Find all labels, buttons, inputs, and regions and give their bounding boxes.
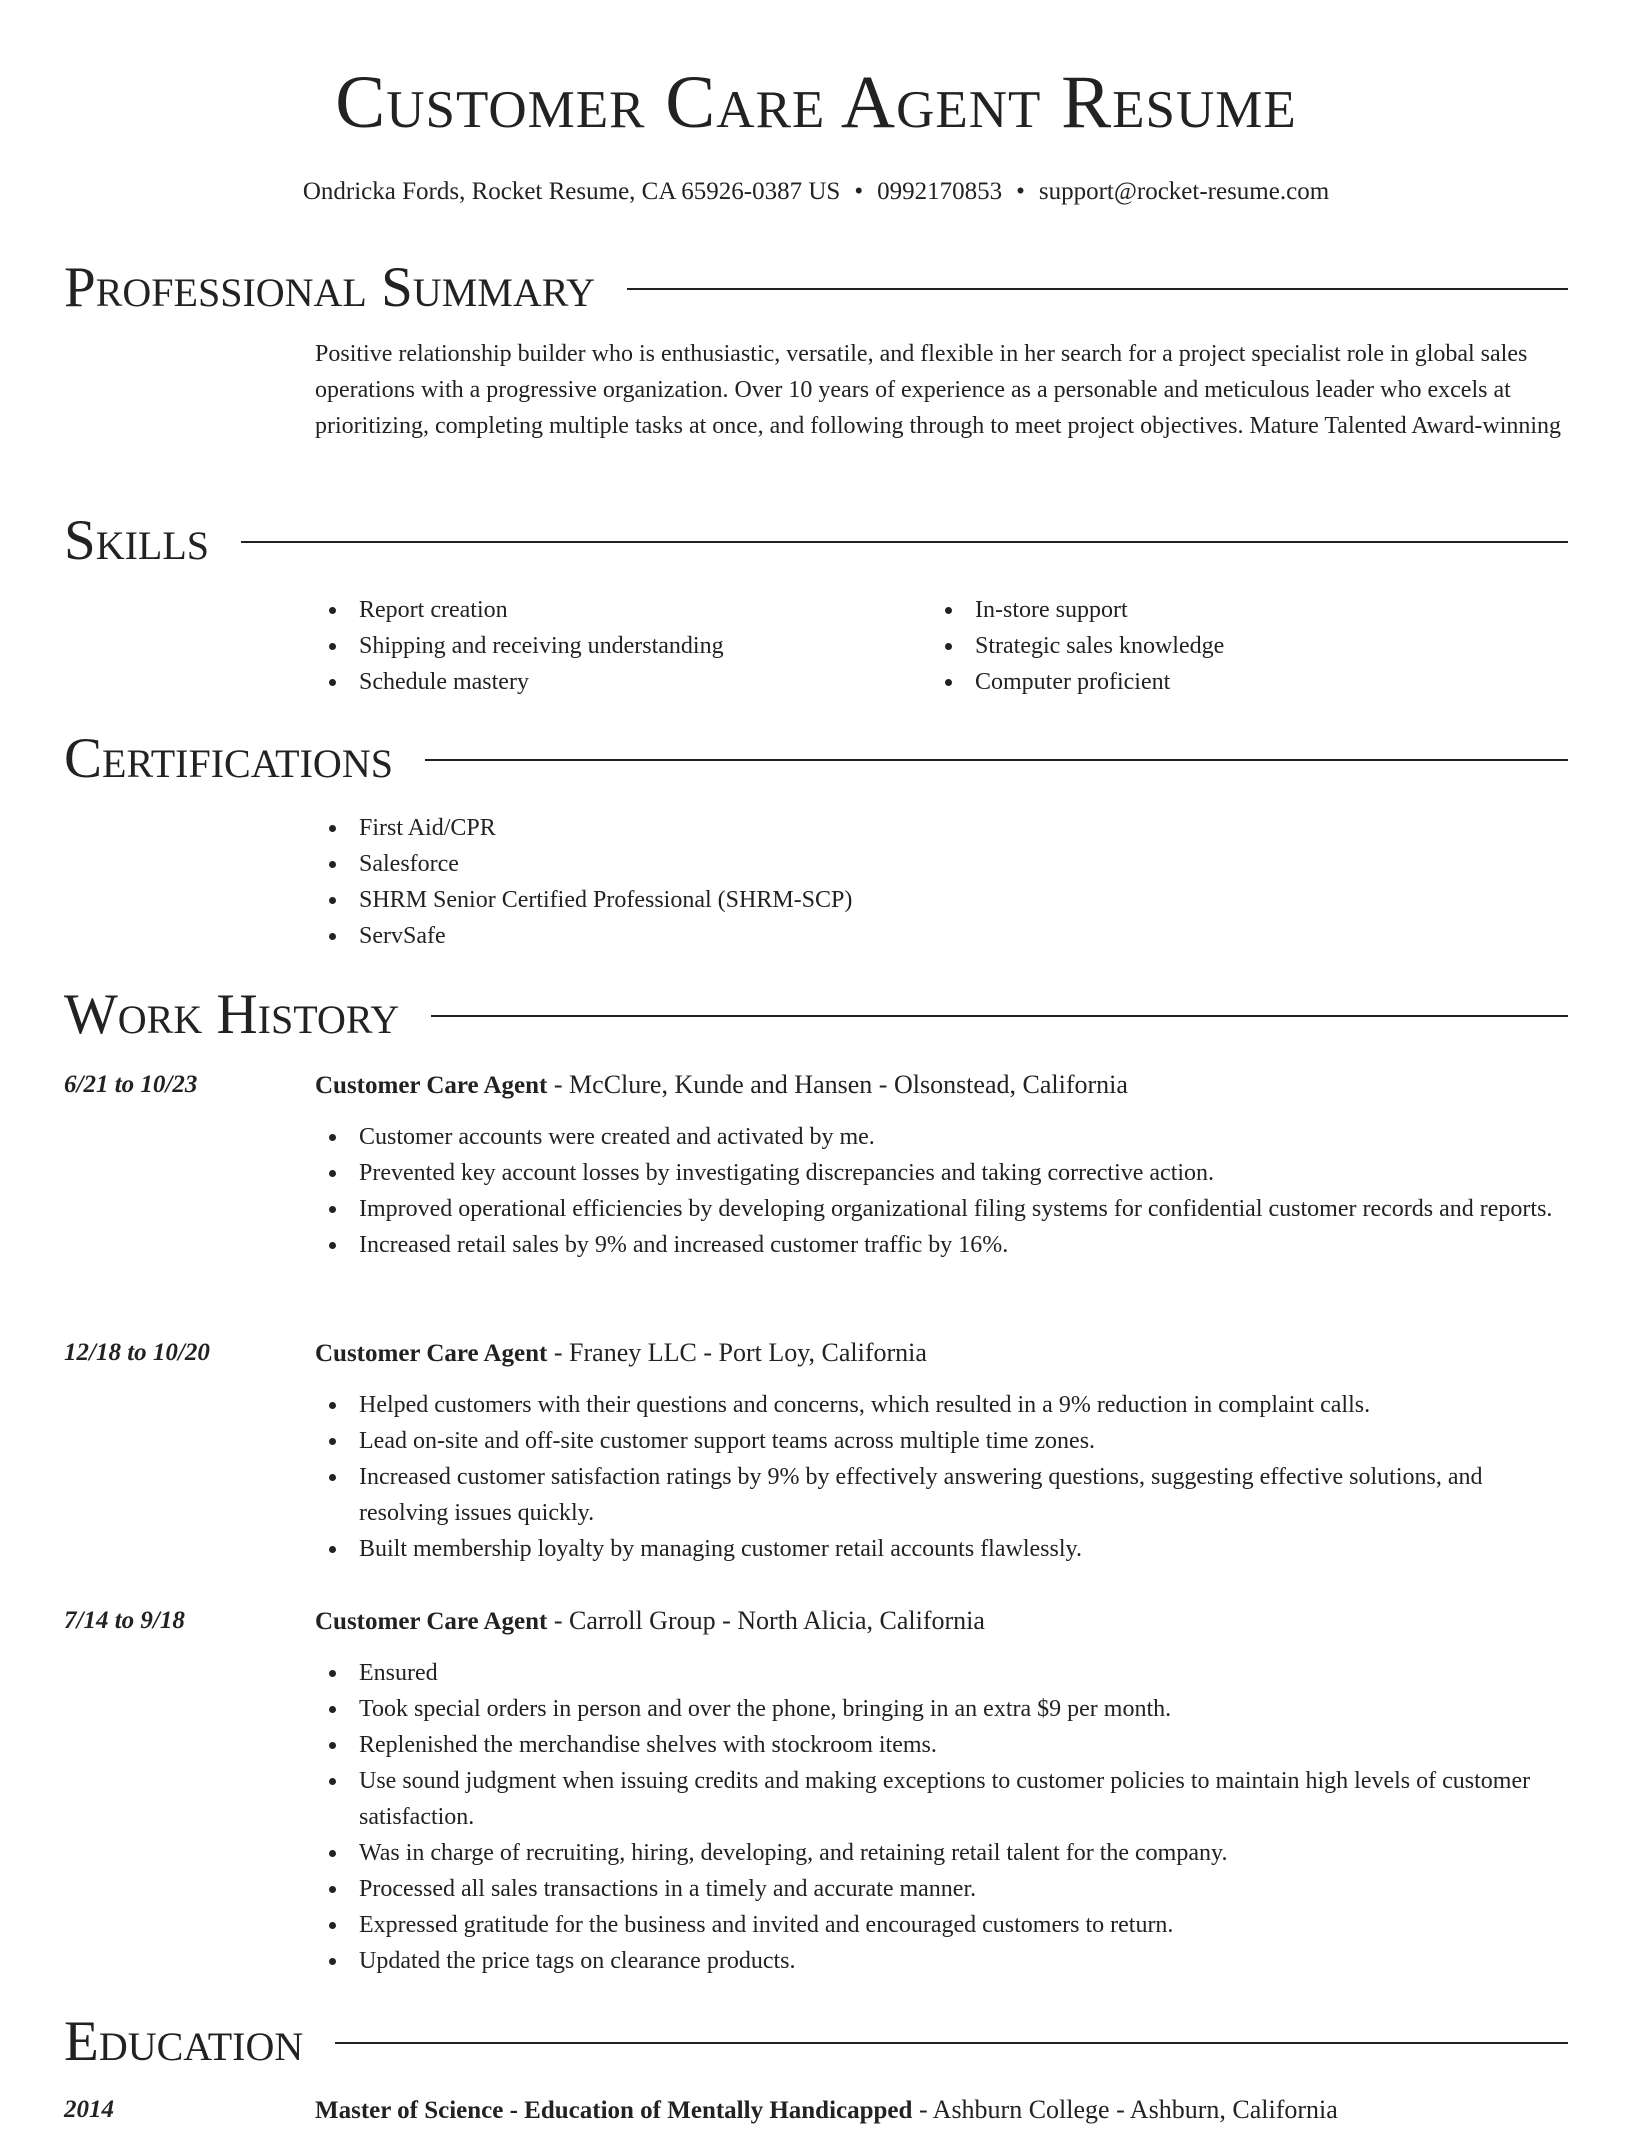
- job-role: Customer Care Agent: [315, 1072, 548, 1099]
- section-divider: [627, 288, 1568, 290]
- skill-item: Schedule mastery: [315, 664, 915, 700]
- contact-address: Ondricka Fords, Rocket Resume, CA 65926-0387 US: [302, 178, 841, 205]
- contact-separator: •: [1016, 178, 1025, 205]
- education-school: - Ashburn College - Ashburn, California: [912, 2095, 1338, 2124]
- section-title-summary: Professional Summary: [64, 256, 596, 319]
- job-duty: Took special orders in person and over the phone, bringing in an extra $9 per month.: [315, 1691, 1565, 1727]
- job-duty: Built membership loyalty by managing customer retail accounts flawlessly.: [315, 1531, 1565, 1567]
- job-heading: [315, 1603, 1565, 1640]
- job-duties-list: [315, 1119, 1565, 1263]
- job-employer: - McClure, Kunde and Hansen - Olsonstead, California: [547, 1070, 1128, 1099]
- job-duty: Prevented key account losses by investigating discrepancies and taking corrective action.: [315, 1155, 1565, 1191]
- job-duty: Increased retail sales by 9% and increased customer traffic by 16%.: [315, 1227, 1565, 1263]
- skill-item: Shipping and receiving understanding: [315, 628, 915, 664]
- skill-item: In-store support: [931, 592, 1531, 628]
- education-year: 2014: [64, 2096, 114, 2123]
- section-divider: [335, 2042, 1568, 2044]
- education-degree: Master of Science - Education of Mentally Handicapped: [315, 2097, 913, 2124]
- job-dates: 6/21 to 10/23: [64, 1071, 198, 1098]
- section-title-skills: Skills: [64, 509, 210, 572]
- certification-item: First Aid/CPR: [315, 810, 1565, 846]
- job-dates: 12/18 to 10/20: [64, 1339, 210, 1366]
- section-header-skills: [64, 509, 1568, 573]
- job-duty: Customer accounts were created and activated by me.: [315, 1119, 1565, 1155]
- section-title-certifications: Certifications: [64, 727, 393, 790]
- job-employer: - Carroll Group - North Alicia, California: [547, 1606, 985, 1635]
- certifications-list: [315, 810, 1565, 954]
- contact-line: [0, 174, 1632, 210]
- job-duty: Lead on-site and off-site customer support teams across multiple time zones.: [315, 1423, 1565, 1459]
- section-header-certifications: [64, 727, 1568, 791]
- skills-list-left: [315, 592, 915, 700]
- contact-separator: •: [854, 178, 864, 205]
- job-duty: Use sound judgment when issuing credits and making exceptions to customer policies to maintain high levels of customer satisfaction.: [315, 1763, 1565, 1835]
- job-role: Customer Care Agent: [315, 1340, 548, 1367]
- job-role: Customer Care Agent: [315, 1608, 548, 1635]
- job-duty: Increased customer satisfaction ratings by 9% by effectively answering questions, suggesting effective solutions, and resolving issues quickly.: [315, 1459, 1565, 1531]
- job-duty: Helped customers with their questions and concerns, which resulted in a 9% reduction in complaint calls.: [315, 1387, 1565, 1423]
- job-heading: [315, 1335, 1565, 1372]
- contact-phone: 0992170853: [877, 178, 1003, 205]
- skills-list-right: [931, 592, 1531, 700]
- certification-item: ServSafe: [315, 918, 1565, 954]
- skill-item: Computer proficient: [931, 664, 1531, 700]
- job-heading: [315, 1067, 1565, 1104]
- job-duty: Was in charge of recruiting, hiring, developing, and retaining retail talent for the company.: [315, 1835, 1565, 1871]
- skill-item: Report creation: [315, 592, 915, 628]
- job-duties-list: [315, 1655, 1565, 1979]
- contact-email: support@rocket-resume.com: [1038, 178, 1330, 205]
- job-employer: - Franey LLC - Port Loy, California: [547, 1338, 927, 1367]
- job-duty: Expressed gratitude for the business and invited and encouraged customers to return.: [315, 1907, 1565, 1943]
- resume-title: Customer Care Agent Resume: [335, 61, 1297, 144]
- job-dates: 7/14 to 9/18: [64, 1607, 185, 1634]
- section-divider: [431, 1015, 1568, 1017]
- section-header-education: [64, 2010, 1568, 2074]
- section-header-work-history: [64, 983, 1568, 1047]
- section-header-summary: [64, 256, 1568, 320]
- job-duty: Updated the price tags on clearance products.: [315, 1943, 1565, 1979]
- job-duty: Replenished the merchandise shelves with stockroom items.: [315, 1727, 1565, 1763]
- job-duty: Processed all sales transactions in a timely and accurate manner.: [315, 1871, 1565, 1907]
- education-heading: [315, 2092, 1565, 2129]
- section-title-education: Education: [64, 2010, 304, 2073]
- certification-item: Salesforce: [315, 846, 1565, 882]
- job-duty: Improved operational efficiencies by developing organizational filing systems for confidential customer records and reports.: [315, 1191, 1565, 1227]
- skill-item: Strategic sales knowledge: [931, 628, 1531, 664]
- job-duty: Ensured: [315, 1655, 1565, 1691]
- section-divider: [241, 541, 1568, 543]
- certification-item: SHRM Senior Certified Professional (SHRM-SCP): [315, 882, 1565, 918]
- section-divider: [425, 759, 1568, 761]
- job-duties-list: [315, 1387, 1565, 1567]
- summary-text: Positive relationship builder who is enthusiastic, versatile, and flexible in her search for a project specialist role in global sales operations with a progressive organization. Over 10 years of experience as a personable and meticulous leader who excels at prioritizing, completing multiple tasks at once, and following through to meet project objectives. Mature Talented Award-winning: [315, 341, 1562, 439]
- section-title-work-history: Work History: [64, 983, 400, 1046]
